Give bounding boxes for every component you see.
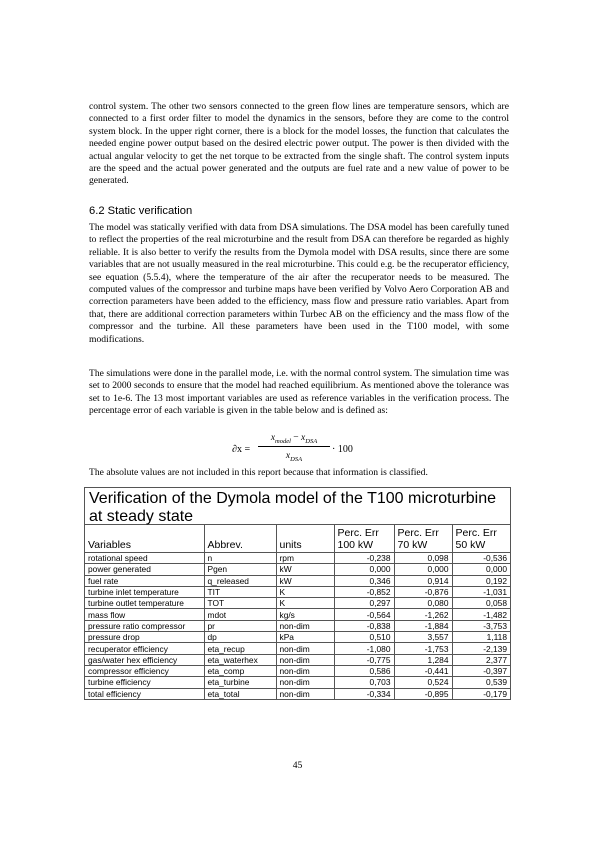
column-header-variables: Variables	[85, 525, 204, 553]
table-row	[85, 665, 510, 676]
column-header-err-70kw: Perc. Err 70 kW	[394, 525, 452, 553]
cell-err-50kw: 1,118	[452, 632, 510, 643]
table-header-row	[85, 525, 510, 553]
cell-err-50kw: -2,139	[452, 643, 510, 654]
cell-units: non-dim	[276, 654, 334, 665]
equation-lhs: ∂x =	[232, 444, 251, 455]
cell-err-100kw: -1,080	[334, 643, 394, 654]
cell-abbrev: Pgen	[204, 564, 276, 575]
cell-err-100kw: -0,238	[334, 553, 394, 564]
cell-err-70kw: -1,262	[394, 609, 452, 620]
equation-rhs: · 100	[332, 444, 353, 455]
cell-err-70kw: -1,884	[394, 620, 452, 631]
cell-units: rpm	[276, 553, 334, 564]
cell-units: kW	[276, 575, 334, 586]
cell-err-70kw: -1,753	[394, 643, 452, 654]
cell-units: kW	[276, 564, 334, 575]
cell-abbrev: n	[204, 553, 276, 564]
page-number: 45	[292, 760, 303, 771]
cell-err-100kw: 0,510	[334, 632, 394, 643]
cell-variable: pressure ratio compressor	[85, 620, 204, 631]
cell-abbrev: mdot	[204, 609, 276, 620]
cell-abbrev: q_released	[204, 575, 276, 586]
table-row	[85, 643, 510, 654]
cell-err-70kw: 0,098	[394, 553, 452, 564]
cell-err-100kw: -0,334	[334, 688, 394, 699]
cell-err-50kw: -0,397	[452, 665, 510, 676]
table-row	[85, 553, 510, 564]
cell-variable: turbine outlet temperature	[85, 598, 204, 609]
column-header-abbrev: Abbrev.	[204, 525, 276, 553]
cell-variable: turbine efficiency	[85, 677, 204, 688]
cell-units: non-dim	[276, 643, 334, 654]
verification-table	[84, 487, 511, 700]
section-heading: 6.2 Static verification	[89, 205, 193, 217]
cell-abbrev: eta_turbine	[204, 677, 276, 688]
cell-units: non-dim	[276, 665, 334, 676]
cell-variable: rotational speed	[85, 553, 204, 564]
cell-err-50kw: 0,192	[452, 575, 510, 586]
cell-abbrev: eta_total	[204, 688, 276, 699]
cell-variable: pressure drop	[85, 632, 204, 643]
cell-err-70kw: -0,441	[394, 665, 452, 676]
paragraph-simulations: The simulations were done in the parallel mode, i.e. with the normal control system. The simulation time was set to 2000 seconds to ensure that the model had reached equilibrium. As mentioned above the tolerance was set to 1e-6. The 13 most important variables are used as reference variables in the verification process. The percentage error of each variable is given in the table below and is defined as:	[89, 368, 509, 417]
equation-numerator: $x_{model} - x_{DSA}$	[258, 433, 330, 447]
table-row	[85, 654, 510, 665]
cell-err-70kw: 0,914	[394, 575, 452, 586]
cell-err-100kw: -0,775	[334, 654, 394, 665]
cell-units: kPa	[276, 632, 334, 643]
cell-err-100kw: 0,000	[334, 564, 394, 575]
cell-units: non-dim	[276, 688, 334, 699]
cell-variable: compressor efficiency	[85, 665, 204, 676]
table-row	[85, 632, 510, 643]
cell-err-100kw: 0,346	[334, 575, 394, 586]
cell-units: K	[276, 586, 334, 597]
cell-err-100kw: 0,586	[334, 665, 394, 676]
table-row	[85, 586, 510, 597]
cell-abbrev: TOT	[204, 598, 276, 609]
cell-units: K	[276, 598, 334, 609]
cell-err-70kw: 1,284	[394, 654, 452, 665]
cell-err-70kw: 3,557	[394, 632, 452, 643]
table-title: Verification of the Dymola model of the T100 microturbine at steady state	[85, 488, 510, 525]
cell-err-70kw: 0,000	[394, 564, 452, 575]
cell-err-50kw: -1,482	[452, 609, 510, 620]
cell-err-50kw: -0,536	[452, 553, 510, 564]
cell-err-70kw: -0,876	[394, 586, 452, 597]
cell-err-70kw: -0,895	[394, 688, 452, 699]
cell-err-50kw: -3,753	[452, 620, 510, 631]
cell-variable: turbine inlet temperature	[85, 586, 204, 597]
cell-units: non-dim	[276, 677, 334, 688]
cell-variable: recuperator efficiency	[85, 643, 204, 654]
cell-err-50kw: 0,539	[452, 677, 510, 688]
paragraph-classified-note: The absolute values are not included in this report because that information is classified.	[89, 467, 428, 478]
cell-variable: gas/water hex efficiency	[85, 654, 204, 665]
cell-abbrev: pr	[204, 620, 276, 631]
cell-err-50kw: -0,179	[483, 688, 507, 699]
table-row	[85, 677, 510, 688]
cell-abbrev: dp	[204, 632, 276, 643]
column-header-units: units	[276, 525, 334, 553]
cell-units: non-dim	[276, 620, 334, 631]
cell-err-100kw: 0,297	[334, 598, 394, 609]
cell-err-100kw: -0,564	[334, 609, 394, 620]
verification-data-table	[85, 525, 510, 699]
cell-variable: mass flow	[85, 609, 204, 620]
cell-err-100kw: -0,838	[334, 620, 394, 631]
table-row	[85, 609, 510, 620]
table-row	[85, 575, 510, 586]
column-header-err-100kw: Perc. Err 100 kW	[334, 525, 394, 553]
table-row	[85, 564, 510, 575]
cell-err-70kw: 0,524	[394, 677, 452, 688]
cell-variable: total efficiency	[85, 688, 204, 699]
table-body	[85, 553, 510, 700]
cell-abbrev: eta_waterhex	[204, 654, 276, 665]
cell-err-50kw: 0,058	[452, 598, 510, 609]
cell-err-50kw: 2,377	[452, 654, 510, 665]
cell-err-70kw: 0,080	[394, 598, 452, 609]
cell-abbrev: eta_comp	[204, 665, 276, 676]
paragraph-static-verification: The model was statically verified with data from DSA simulations. The DSA model has been carefully tuned to reflect the properties of the real microturbine and the result from DSA can therefore be regarded as highly reliable. It is also better to verify the results from the Dymola model with DSA results, since there are some variables that are not usually measured in the real microturbine. This could e.g. be the recuperator efficiency, see equation (5.5.4), where the temperature of the air after the recuperator needs to be measured. The computed values of the compressor and turbine maps have been verified by Volvo Aero Corporation AB and correction parameters have been added to the efficiency, mass flow and pressure ratio variables. Apart from that, there are additional correction parameters within Turbec AB on the efficiency and the mass flow of the compressor and the turbine. All these parameters have been used in the T100 model, with some modifications.	[89, 222, 509, 345]
column-header-err-50kw: Perc. Err 50 kW	[452, 525, 510, 553]
percentage-error-equation	[232, 433, 392, 469]
table-row	[85, 620, 510, 631]
equation-denominator: $x_{DSA}$	[285, 450, 303, 463]
cell-err-100kw: 0,703	[334, 677, 394, 688]
cell-abbrev: TIT	[204, 586, 276, 597]
cell-err-100kw: -0,852	[334, 586, 394, 597]
paragraph-control-system: control system. The other two sensors connected to the green flow lines are temperature sensors, which are connected to a first order filter to model the dynamics in the sensors, before they are come to the control system block. In the upper right corner, there is a block for the model losses, the function that calculates the needed engine power output based on the desired electric power output. The power is then divided with the actual angular velocity to get the net torque to be extracted from the single shaft. The control system inputs are the speed and the actual power generated and the outputs are fuel rate and a new value of power to be generated.	[89, 101, 509, 187]
cell-units: kg/s	[276, 609, 334, 620]
table-row	[85, 688, 510, 699]
cell-abbrev: eta_recup	[204, 643, 276, 654]
table-row	[85, 598, 510, 609]
equation-fraction	[258, 433, 330, 463]
cell-err-50kw: -1,031	[452, 586, 510, 597]
cell-variable: power generated	[85, 564, 204, 575]
cell-variable: fuel rate	[85, 575, 204, 586]
cell-err-50kw: 0,000	[452, 564, 510, 575]
